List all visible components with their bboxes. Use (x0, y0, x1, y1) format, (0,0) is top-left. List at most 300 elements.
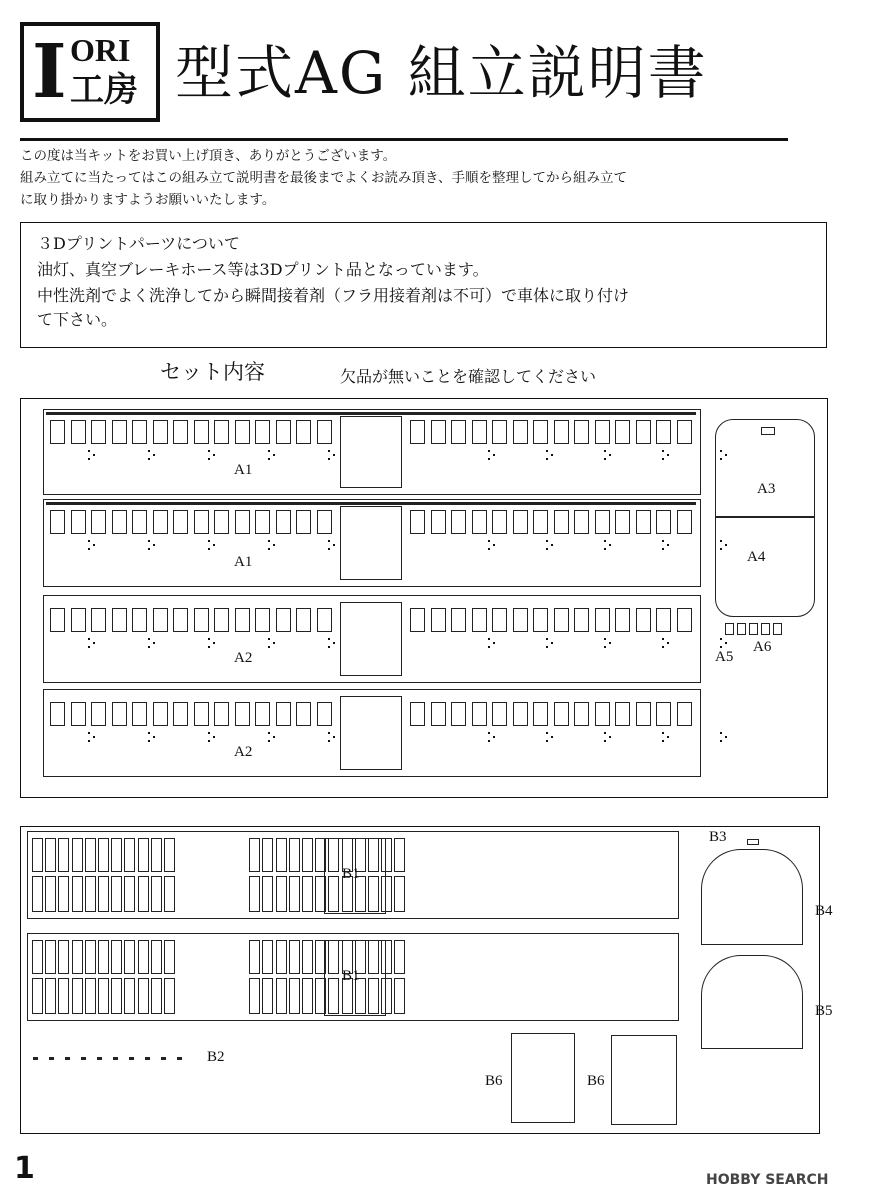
door-lower (315, 978, 326, 1014)
door-upper (328, 940, 339, 974)
door-lower (262, 876, 273, 912)
door-lower (72, 876, 83, 912)
rivet-dots (268, 540, 278, 550)
label-b6-right: B6 (587, 1073, 605, 1089)
window (276, 608, 291, 632)
door-lower (302, 876, 313, 912)
center-door (340, 506, 402, 580)
window (677, 608, 692, 632)
door-lower (138, 876, 149, 912)
window (615, 510, 630, 534)
label-a5: A5 (715, 649, 734, 665)
door-lower (58, 978, 69, 1014)
rivet-dots (546, 450, 556, 460)
door-lower (249, 978, 260, 1014)
window (615, 702, 630, 726)
window (214, 510, 229, 534)
window (153, 510, 168, 534)
door-lower (394, 876, 405, 912)
window (472, 420, 487, 444)
window (595, 608, 610, 632)
door-lower (32, 876, 43, 912)
window (71, 702, 86, 726)
window (132, 420, 147, 444)
part-a6-piece (737, 623, 746, 635)
label-b2: B2 (207, 1049, 225, 1065)
window (533, 608, 548, 632)
logo-text-kobo: 工房 (70, 70, 138, 110)
door-upper (45, 940, 56, 974)
door-upper (276, 838, 287, 872)
window (513, 510, 528, 534)
door-upper (111, 838, 122, 872)
door-upper (98, 940, 109, 974)
logo-letter-i: I (32, 29, 67, 115)
window (615, 608, 630, 632)
door-upper (262, 940, 273, 974)
rivet-dots (88, 540, 98, 550)
part-a6-piece (749, 623, 758, 635)
window (276, 702, 291, 726)
door-upper (368, 838, 379, 872)
door-lower (262, 978, 273, 1014)
window (533, 510, 548, 534)
door-upper (32, 940, 43, 974)
door-upper (302, 940, 313, 974)
rivet-dots (662, 732, 672, 742)
door-lower (98, 876, 109, 912)
window (50, 510, 65, 534)
page-number: 1 (14, 1151, 35, 1186)
rivet-dots (268, 638, 278, 648)
parts-fret-b (20, 826, 833, 1134)
window (173, 702, 188, 726)
window (533, 420, 548, 444)
window (472, 702, 487, 726)
door-lower (164, 876, 175, 912)
door-lower (276, 978, 287, 1014)
door-lower (289, 978, 300, 1014)
window (554, 702, 569, 726)
window (574, 510, 589, 534)
part-b2-piece (145, 1057, 150, 1060)
rivet-dots (148, 450, 158, 460)
window (71, 510, 86, 534)
window (194, 510, 209, 534)
door-upper (276, 940, 287, 974)
door-upper (72, 940, 83, 974)
rivet-dots (546, 732, 556, 742)
window (574, 608, 589, 632)
door-upper (302, 838, 313, 872)
window (235, 420, 250, 444)
rivet-dots (88, 732, 98, 742)
rivet-dots (546, 540, 556, 550)
window (554, 420, 569, 444)
window (112, 702, 127, 726)
window (656, 510, 671, 534)
window (194, 702, 209, 726)
door-upper (289, 838, 300, 872)
window (255, 510, 270, 534)
center-door (340, 416, 402, 488)
window (410, 510, 425, 534)
center-door (340, 602, 402, 676)
label-a3: A3 (757, 481, 776, 497)
window (636, 420, 651, 444)
window (492, 510, 507, 534)
iori-kobo-logo (20, 22, 160, 122)
roof-strip (46, 412, 696, 415)
door-upper (381, 838, 392, 872)
part-b5 (701, 955, 803, 1049)
door-upper (45, 838, 56, 872)
label-b5: B5 (815, 1003, 833, 1019)
door-upper (394, 838, 405, 872)
label-a1-1: A1 (234, 554, 253, 570)
door-upper (315, 838, 326, 872)
door-lower (289, 876, 300, 912)
rivet-dots (328, 540, 338, 550)
rivet-dots (148, 540, 158, 550)
rivet-dots (328, 638, 338, 648)
label-a2-2: A2 (234, 650, 253, 666)
label-b1: B1 (342, 866, 360, 882)
part-b2-piece (113, 1057, 118, 1060)
door-upper (249, 838, 260, 872)
rivet-dots (604, 540, 614, 550)
door-upper (249, 940, 260, 974)
door-upper (85, 838, 96, 872)
door-lower (32, 978, 43, 1014)
window (513, 702, 528, 726)
rivet-dots (88, 450, 98, 460)
part-b2-piece (65, 1057, 70, 1060)
window (410, 420, 425, 444)
intro-line-3: に取り掛かりますようお願いいたします。 (20, 192, 276, 208)
rivet-dots (720, 638, 730, 648)
door-lower (368, 876, 379, 912)
door-lower (58, 876, 69, 912)
notice-line-3: て下さい。 (37, 310, 118, 329)
window (574, 702, 589, 726)
page-title: 型式AG 組立説明書 (175, 39, 708, 107)
door-lower (124, 978, 135, 1014)
window (431, 608, 446, 632)
rivet-dots (328, 732, 338, 742)
window (153, 702, 168, 726)
window (132, 702, 147, 726)
rivet-dots (208, 638, 218, 648)
door-lower (249, 876, 260, 912)
window (451, 702, 466, 726)
set-contents-title: セット内容 (160, 360, 265, 384)
door-upper (151, 940, 162, 974)
rivet-dots (488, 450, 498, 460)
parts-fret-a (20, 398, 828, 798)
window (132, 510, 147, 534)
door-lower (72, 978, 83, 1014)
rivet-dots (488, 638, 498, 648)
part-b2-piece (129, 1057, 134, 1060)
window (276, 420, 291, 444)
part-b1-upper (27, 831, 679, 919)
window (235, 608, 250, 632)
label-a6: A6 (753, 639, 772, 655)
window (50, 702, 65, 726)
door-lower (151, 876, 162, 912)
door-upper (289, 940, 300, 974)
part-a6-piece (773, 623, 782, 635)
window (492, 702, 507, 726)
window (255, 702, 270, 726)
window (492, 608, 507, 632)
door-lower (394, 978, 405, 1014)
window (410, 608, 425, 632)
door-lower (45, 876, 56, 912)
window (533, 702, 548, 726)
window (296, 608, 311, 632)
label-b4: B4 (815, 903, 833, 919)
window (91, 608, 106, 632)
window (677, 420, 692, 444)
door-upper (315, 940, 326, 974)
door-upper (124, 940, 135, 974)
rivet-dots (720, 732, 730, 742)
window (153, 420, 168, 444)
door-upper (151, 838, 162, 872)
window (194, 420, 209, 444)
window (132, 608, 147, 632)
door-upper (72, 838, 83, 872)
window (615, 420, 630, 444)
door-lower (302, 978, 313, 1014)
door-upper (85, 940, 96, 974)
door-lower (368, 978, 379, 1014)
side-panel-a1-1 (43, 499, 701, 587)
door-upper (138, 940, 149, 974)
window (296, 702, 311, 726)
door-lower (138, 978, 149, 1014)
center-door (340, 696, 402, 770)
rivet-dots (604, 450, 614, 460)
door-lower (315, 876, 326, 912)
door-upper (32, 838, 43, 872)
window (431, 510, 446, 534)
window (472, 510, 487, 534)
door-lower (124, 876, 135, 912)
label-b1: B1 (342, 968, 360, 984)
label-a2-3: A2 (234, 744, 253, 760)
notice-line-1: 油灯、真空ブレーキホース等は3Dプリント品となっています。 (37, 260, 489, 279)
window (173, 510, 188, 534)
part-b6-left (511, 1033, 575, 1123)
part-b2-piece (33, 1057, 38, 1060)
window (214, 608, 229, 632)
window (574, 420, 589, 444)
window (173, 608, 188, 632)
window (636, 702, 651, 726)
window (112, 510, 127, 534)
part-b2-piece (97, 1057, 102, 1060)
window (636, 510, 651, 534)
rivet-dots (268, 732, 278, 742)
window (656, 608, 671, 632)
door-upper (381, 940, 392, 974)
door-upper (124, 838, 135, 872)
part-a4 (715, 517, 815, 617)
door-upper (164, 940, 175, 974)
window (317, 420, 332, 444)
part-a6-piece (761, 623, 770, 635)
door-lower (45, 978, 56, 1014)
door-upper (262, 838, 273, 872)
door-upper (58, 838, 69, 872)
part-b2-piece (49, 1057, 54, 1060)
part-b4 (701, 849, 803, 945)
window (656, 702, 671, 726)
side-panel-a1-0 (43, 409, 701, 495)
door-upper (111, 940, 122, 974)
hobby-search-watermark: HOBBY SEARCH (706, 1172, 829, 1188)
door-lower (151, 978, 162, 1014)
window (317, 702, 332, 726)
window (255, 420, 270, 444)
window (112, 608, 127, 632)
door-lower (85, 978, 96, 1014)
window (472, 608, 487, 632)
door-upper (138, 838, 149, 872)
rivet-dots (88, 638, 98, 648)
a3-tab (761, 427, 775, 435)
window (255, 608, 270, 632)
roof-strip (46, 502, 696, 505)
door-upper (328, 838, 339, 872)
window (71, 608, 86, 632)
part-a6-piece (725, 623, 734, 635)
notice-line-2: 中性洗剤でよく洗浄してから瞬間接着剤（フラ用接着剤は不可）で車体に取り付け (37, 286, 630, 305)
label-a1-0: A1 (234, 462, 253, 478)
window (317, 510, 332, 534)
intro-line-1: この度は当キットをお買い上げ頂き、ありがとうございます。 (20, 148, 397, 164)
rivet-dots (148, 732, 158, 742)
part-b3 (747, 839, 759, 845)
window (677, 510, 692, 534)
door-lower (164, 978, 175, 1014)
window (677, 702, 692, 726)
window (235, 510, 250, 534)
rivet-dots (604, 732, 614, 742)
window (235, 702, 250, 726)
rivet-dots (604, 638, 614, 648)
logo-text-ori: ORI (70, 32, 131, 68)
part-b2-piece (81, 1057, 86, 1060)
notice-heading: ３Dプリントパーツについて (37, 234, 240, 253)
rivet-dots (268, 450, 278, 460)
window (317, 608, 332, 632)
window (595, 702, 610, 726)
label-b3: B3 (709, 829, 727, 845)
window (431, 420, 446, 444)
door-lower (381, 978, 392, 1014)
window (513, 608, 528, 632)
window (296, 510, 311, 534)
part-b6-right (611, 1035, 677, 1125)
door-upper (58, 940, 69, 974)
window (173, 420, 188, 444)
rivet-dots (546, 638, 556, 648)
label-b6-left: B6 (485, 1073, 503, 1089)
door-lower (328, 876, 339, 912)
rivet-dots (208, 732, 218, 742)
window (451, 420, 466, 444)
notice-box (20, 222, 827, 348)
door-lower (328, 978, 339, 1014)
window (91, 702, 106, 726)
window (595, 510, 610, 534)
part-b1-lower (27, 933, 679, 1021)
part-b2-piece (177, 1057, 182, 1060)
window (492, 420, 507, 444)
window (554, 510, 569, 534)
part-b2-piece (161, 1057, 166, 1060)
door-lower (111, 978, 122, 1014)
door-upper (368, 940, 379, 974)
window (91, 510, 106, 534)
window (276, 510, 291, 534)
window (656, 420, 671, 444)
rivet-dots (208, 540, 218, 550)
window (112, 420, 127, 444)
side-panel-a2-3 (43, 689, 701, 777)
window (636, 608, 651, 632)
window (451, 608, 466, 632)
door-lower (98, 978, 109, 1014)
door-lower (111, 876, 122, 912)
rivet-dots (208, 450, 218, 460)
set-contents-subtitle: 欠品が無いことを確認してください (340, 367, 597, 386)
title-rule (20, 138, 788, 141)
door-upper (98, 838, 109, 872)
intro-line-2: 組み立てに当たってはこの組み立て説明書を最後までよくお読み頂き、手順を整理してから組み立て (20, 170, 627, 186)
rivet-dots (328, 450, 338, 460)
window (431, 702, 446, 726)
rivet-dots (662, 540, 672, 550)
rivet-dots (488, 540, 498, 550)
rivet-dots (662, 638, 672, 648)
window (194, 608, 209, 632)
window (71, 420, 86, 444)
window (50, 420, 65, 444)
window (153, 608, 168, 632)
rivet-dots (488, 732, 498, 742)
door-lower (381, 876, 392, 912)
door-upper (394, 940, 405, 974)
door-lower (276, 876, 287, 912)
window (296, 420, 311, 444)
window (214, 420, 229, 444)
door-upper (164, 838, 175, 872)
window (554, 608, 569, 632)
window (513, 420, 528, 444)
rivet-dots (662, 450, 672, 460)
window (451, 510, 466, 534)
door-lower (85, 876, 96, 912)
window (595, 420, 610, 444)
window (91, 420, 106, 444)
window (50, 608, 65, 632)
window (410, 702, 425, 726)
